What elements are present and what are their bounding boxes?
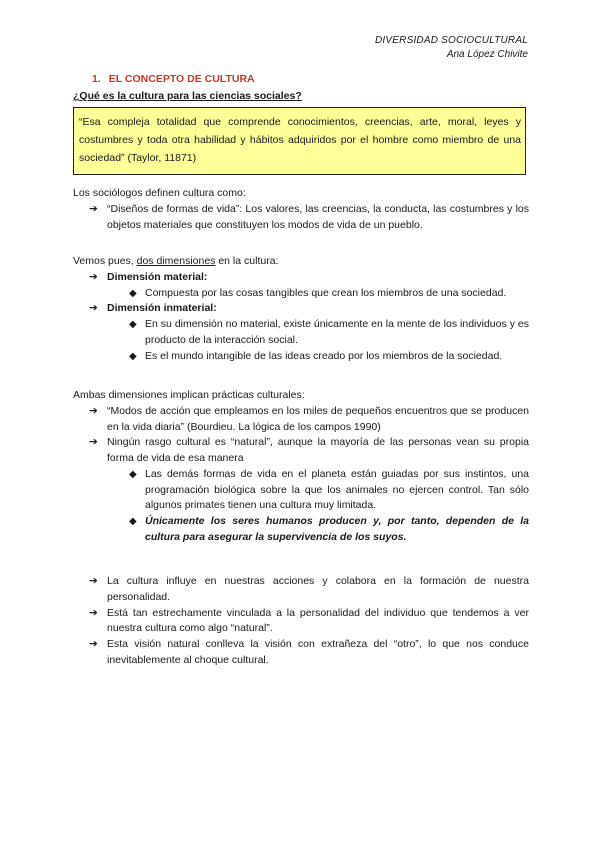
list-item <box>73 286 529 302</box>
material-dimension-label: Dimensión material: <box>107 270 208 283</box>
diamond-icon: ◆ <box>129 350 137 362</box>
inmaterial-dimension-text-2: Es el mundo intangible de las ideas creado por los miembros de la sociedad. <box>145 349 503 362</box>
section-number: 1. <box>92 73 101 85</box>
practices-instincts: Las demás formas de vida en el planeta están guiadas por sus instintos, una programación biológica sobre la que los animales no ejercen control. Tan sólo algunos primates tienen una cultura muy limitada. <box>145 467 529 512</box>
closing-item-1: La cultura influye en nuestras acciones y colabora en la formación de nuestra personalidad. <box>107 575 529 603</box>
sociologists-block <box>73 186 529 233</box>
taylor-quote-box: “Esa compleja totalidad que comprende conocimientos, creencias, arte, moral, leyes y costumbres y toda otra habilidad y hábitos adquiridos por el hombre como miembro de una sociedad” (Taylor, 11871) <box>73 107 526 175</box>
dimensions-intro-underlined: dos dimensiones <box>136 255 216 267</box>
arrow-icon: ➔ <box>89 638 98 650</box>
diamond-icon: ◆ <box>129 319 137 330</box>
arrow-icon: ➔ <box>89 270 98 283</box>
sociologists-definition: “Diseños de formas de vida”: Los valores, las creencias, la conducta, las costumbres y los objetos materiales que constituyen los modos de vida de un pueblo. <box>107 202 529 231</box>
closing-item-2: Está tan estrechamente vinculada a la personalidad del individuo que tendemos a ver nuestra cultura como algo “natural”. <box>107 606 529 635</box>
diamond-icon: ◆ <box>129 468 137 480</box>
practices-bourdieu: “Modos de acción que empleamos en los miles de pequeños encuentros que se producen en la vida diaria” (Bourdieu. La lógica de los campos 1990) <box>107 404 529 433</box>
list-item <box>73 574 529 606</box>
arrow-icon: ➔ <box>89 202 98 215</box>
list-item <box>73 435 529 467</box>
arrow-icon: ➔ <box>89 436 98 449</box>
dimensions-intro-pre: Vemos pues, <box>73 255 137 267</box>
sociologists-intro: Los sociólogos definen cultura como: <box>73 187 246 199</box>
arrow-icon: ➔ <box>89 404 98 417</box>
list-item <box>73 270 529 286</box>
closing-block <box>73 574 529 669</box>
arrow-icon: ➔ <box>89 606 98 619</box>
diamond-icon: ◆ <box>129 287 137 299</box>
list-item <box>73 467 529 514</box>
material-dimension-text: Compuesta por las cosas tangibles que crean los miembros de una sociedad. <box>145 286 507 299</box>
list-item <box>73 349 529 365</box>
list-item <box>73 301 529 317</box>
practices-intro: Ambas dimensiones implican prácticas culturales: <box>73 389 305 401</box>
header-course-title: DIVERSIDAD SOCIOCULTURAL <box>375 35 528 46</box>
dimensions-intro <box>73 254 529 270</box>
inmaterial-dimension-text-1: En su dimensión no material, existe únicamente en la mente de los individuos y es producto de la interacción social. <box>145 318 529 346</box>
arrow-icon: ➔ <box>89 302 98 315</box>
section-title-text: EL CONCEPTO DE CULTURA <box>108 73 255 85</box>
section-question: ¿Qué es la cultura para las ciencias sociales? <box>73 90 302 102</box>
list-item <box>73 404 529 436</box>
arrow-icon: ➔ <box>89 575 98 587</box>
list-item <box>73 514 529 546</box>
list-item <box>73 637 529 669</box>
list-item <box>73 202 529 234</box>
closing-item-3: Esta visión natural conlleva la visión con extrañeza del “otro”, lo que nos conduce inevitablemente al choque cultural. <box>107 638 529 666</box>
list-item <box>73 317 529 349</box>
dimensions-intro-post: en la cultura: <box>215 255 279 267</box>
practices-block <box>73 388 529 546</box>
header-author: Ana López Chivite <box>446 49 528 60</box>
inmaterial-dimension-label: Dimensión inmaterial: <box>107 302 217 315</box>
page-header <box>375 34 528 62</box>
dimensions-block <box>73 254 529 364</box>
section-title <box>92 72 263 88</box>
practices-natural-trait: Ningún rasgo cultural es “natural”, aunque la mayoría de las personas vean su propia forma de vida de esa manera <box>107 436 529 464</box>
practices-humans-culture: Únicamente los seres humanos producen y, por tanto, dependen de la cultura para asegurar la supervivencia de los suyos. <box>145 515 529 543</box>
diamond-icon: ◆ <box>129 516 137 527</box>
list-item <box>73 606 529 638</box>
